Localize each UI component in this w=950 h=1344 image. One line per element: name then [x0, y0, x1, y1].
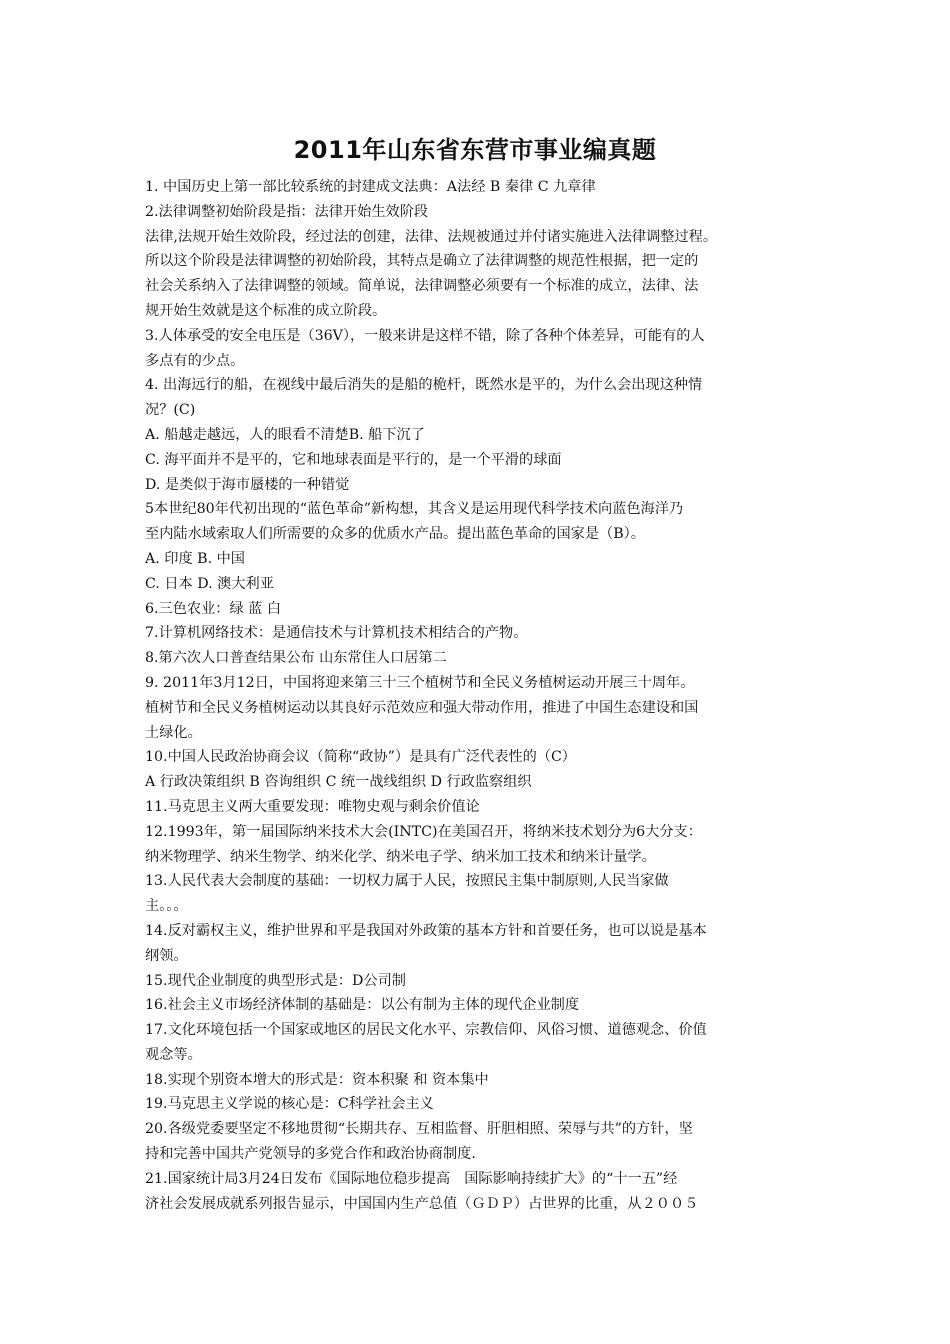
text-line: 16.社会主义市场经济体制的基础是：以公有制为主体的现代企业制度 [145, 997, 580, 1014]
text-line: 7.计算机网络技术：是通信技术与计算机技术相结合的产物。 [145, 625, 528, 642]
text-line: 4. 出海远行的船，在视线中最后消失的是船的桅杆，既然水是平的，为什么会出现这种情 [145, 377, 703, 394]
text-line: 20.各级党委要坚定不移地贯彻“长期共存、互相监督、肝胆相照、荣辱与共”的方针，坚 [145, 1121, 693, 1138]
text-line: 17.文化环境包括一个国家或地区的居民文化水平、宗教信仰、风俗习惯、道德观念、价值 [145, 1022, 707, 1039]
text-line: 13.人民代表大会制度的基础：一切权力属于人民，按照民主集中制原则,人民当家做 [145, 873, 669, 890]
text-line: 8.第六次人口普查结果公布 山东常住人口居第二 [145, 650, 447, 667]
text-line: A. 印度 B. 中国 [145, 550, 245, 567]
text-line: 纲领。 [145, 947, 188, 964]
text-line: 21.国家统计局3月24日发布《国际地位稳步提高 国际影响持续扩大》的“十一五”经 [145, 1170, 678, 1187]
text-line: 5本世纪80年代初出现的“蓝色革命”新构想，其含义是运用现代科学技术向蓝色海洋乃 [145, 501, 684, 518]
text-line: 18.实现个别资本增大的形式是：资本积聚 和 资本集中 [145, 1071, 489, 1088]
text-line: 15.现代企业制度的典型形式是：D公司制 [145, 972, 406, 989]
text-line: 所以这个阶段是法律调整的初始阶段，其特点是确立了法律调整的规范性根据，把一定的 [145, 253, 699, 270]
text-line: 19.马克思主义学说的核心是：C科学社会主义 [145, 1096, 434, 1113]
text-line: 2.法律调整初始阶段是指：法律开始生效阶段 [145, 203, 429, 220]
document-body [145, 175, 825, 1216]
text-line: 济社会发展成就系列报告显示，中国国内生产总值（ＧＤＰ）占世界的比重，从２００５ [145, 1195, 699, 1212]
document-title: 2011年山东省东营市事业编真题 [293, 136, 657, 164]
text-line: 1. 中国历史上第一部比较系统的封建成文法典：A法经 B 秦律 C 九章律 [145, 179, 596, 195]
text-line: 至内陆水域索取人们所需要的众多的优质水产品。提出蓝色革命的国家是（B）。 [145, 526, 645, 543]
text-line: C. 海平面并不是平的，它和地球表面是平行的，是一个平滑的球面 [145, 451, 562, 468]
text-line: 6.三色农业：绿 蓝 白 [145, 600, 282, 617]
text-line: 10.中国人民政治协商会议（简称“政协”）是具有广泛代表性的（C） [145, 749, 576, 766]
text-line: 持和完善中国共产党领导的多党合作和政治协商制度. [145, 1146, 476, 1163]
text-line: 纳米物理学、纳米生物学、纳米化学、纳米电子学、纳米加工技术和纳米计量学。 [145, 848, 656, 865]
text-line: 11.马克思主义两大重要发现：唯物史观与剩余价值论 [145, 798, 480, 815]
text-line: 9. 2011年3月12日，中国将迎来第三十三个植树节和全民义务植树运动开展三十周年。 [145, 674, 695, 691]
text-line: 14.反对霸权主义，维护世界和平是我国对外政策的基本方针和首要任务，也可以说是基本 [145, 922, 707, 939]
text-line: 多点有的少点。 [145, 352, 245, 369]
text-line: A. 船越走越远，人的眼看不清楚B. 船下沉了 [145, 426, 425, 443]
text-line: D. 是类似于海市蜃楼的一种错觉 [145, 476, 350, 493]
text-line: 土绿化。 [145, 724, 202, 741]
text-line: 主。。。 [145, 898, 188, 915]
text-line: A 行政决策组织 B 咨询组织 C 统一战线组织 D 行政监察组织 [145, 774, 532, 791]
text-line: 3.人体承受的安全电压是（36V），一般来讲是这样不错，除了各种个体差异，可能有的人 [145, 327, 705, 344]
text-line: 12.1993年，第一届国际纳米技术大会(INTC)在美国召开，将纳米技术划分为6大分支： [145, 823, 702, 840]
text-line: 植树节和全民义务植树运动以其良好示范效应和强大带动作用，推进了中国生态建设和国 [145, 699, 699, 716]
text-line: 观念等。 [145, 1046, 202, 1063]
text-line: 法律,法规开始生效阶段，经过法的创建，法律、法规被通过并付诸实施进入法律调整过程。 [145, 228, 718, 245]
text-line: C. 日本 D. 澳大利亚 [145, 575, 274, 592]
text-line: 况？(C) [145, 402, 196, 419]
text-line: 规开始生效就是这个标准的成立阶段。 [145, 302, 387, 319]
text-line: 社会关系纳入了法律调整的领域。简单说，法律调整必须要有一个标准的成立，法律、法 [145, 278, 699, 295]
